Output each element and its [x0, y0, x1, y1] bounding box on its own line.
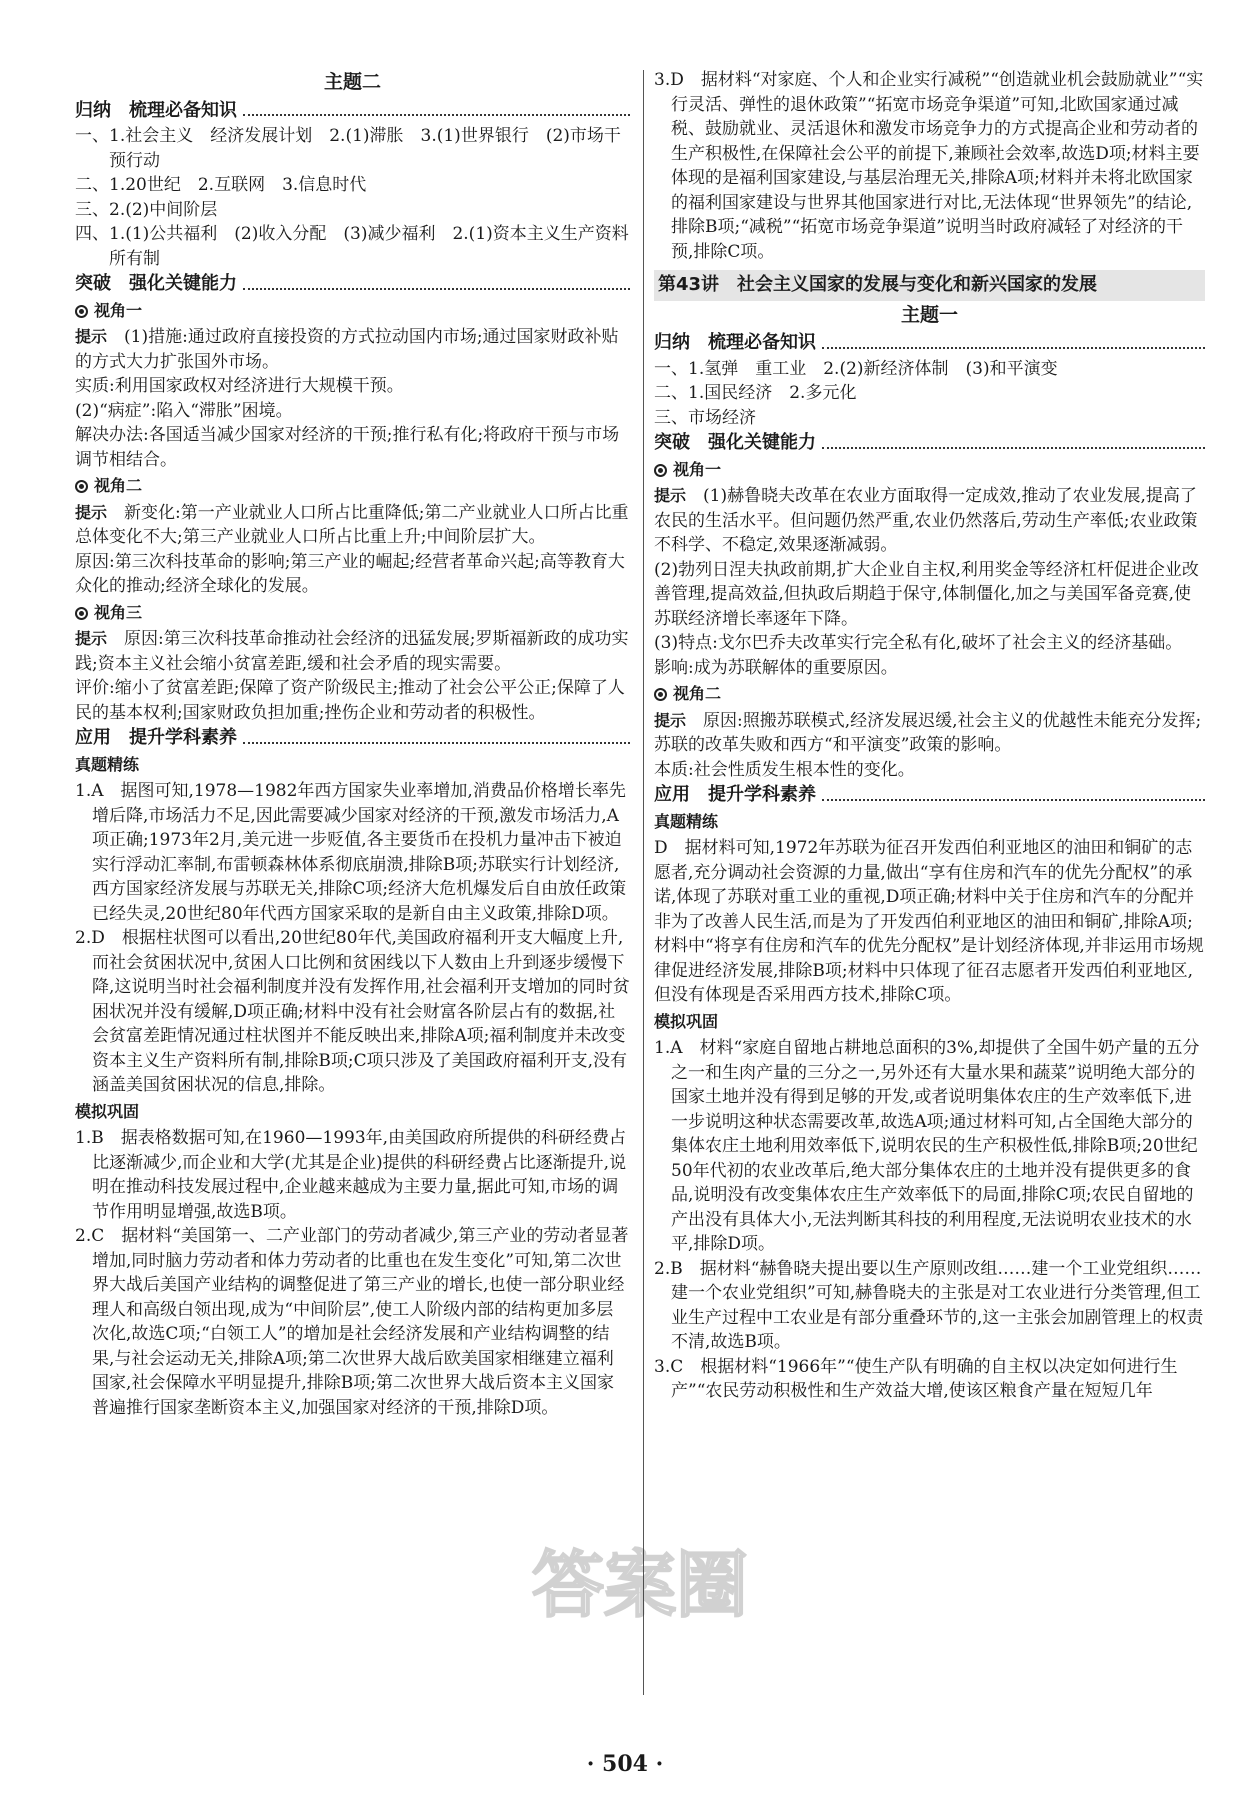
bullet-icon [75, 305, 88, 318]
angle-label: 视角一 [94, 300, 143, 320]
topic-title-2: 主题二 [323, 71, 381, 93]
bullet-icon [654, 688, 667, 701]
hint-paragraph: 解决办法:各国适当减少国家对经济的干预;推行私有化;将政府干预与市场调节相结合。 [75, 425, 620, 470]
dotted-leader [822, 446, 1205, 449]
hint-label: 提示 [75, 629, 108, 648]
angle-1-heading [654, 458, 1205, 483]
hint-paragraph: (3)特点:戈尔巴乔夫改革实行完全私有化,破坏了社会主义的经济基础。 [654, 633, 1183, 653]
hint-paragraph: (2)勃列日涅夫执政前期,扩大企业自主权,利用奖金等经济杠杆促进企业改善管理,提高效益,但执政后期趋于保守,体制僵化,加之与美国军备竞赛,使苏联经济增长率逐年下降。 [654, 559, 1199, 629]
lecture-43-title: 第43讲 社会主义国家的发展与变化和新兴国家的发展 [654, 270, 1205, 301]
column-divider [643, 70, 644, 1695]
knowledge-item: 二、1.20世纪 2.互联网 3.信息时代 [75, 175, 367, 195]
hint-label: 提示 [75, 327, 108, 346]
knowledge-item: 二、1.国民经济 2.多元化 [654, 383, 857, 403]
section-breakthrough [75, 272, 630, 297]
section-summarize [654, 331, 1205, 356]
real-exam-heading: 真题精练 [654, 811, 719, 831]
watermark-text: 答案圈 [531, 1543, 749, 1627]
hint-paragraph: (2)“病症”:陷入“滞胀”困境。 [75, 400, 293, 421]
page-number: · 504 · [586, 1751, 664, 1777]
hint-label: 提示 [654, 710, 687, 730]
hint-paragraph: 提示 原因:照搬苏联模式,经济发展迟缓,社会主义的优越性未能充分发挥;苏联的改革失败和西方“和平演变”政策的影响。 [654, 710, 1202, 755]
angle-label: 视角一 [673, 459, 722, 479]
mock-heading: 模拟巩固 [75, 1101, 140, 1121]
answer-item: 3.C 根据材料“1966年”“使生产队有明确的自主权以决定如何进行生产”“农民劳动积极性和生产效益大增,使该区粮食产量在短短几年 [654, 1356, 1178, 1401]
angle-2-heading [654, 682, 1205, 707]
dotted-leader [822, 798, 1205, 801]
hint-label: 提示 [654, 486, 687, 505]
section-breakthrough [654, 431, 1205, 456]
topic-title-1: 主题一 [900, 303, 958, 326]
hint-paragraph: 本质:社会性质发生根本性的变化。 [654, 759, 915, 780]
angle-label: 视角三 [94, 602, 143, 622]
angle-2-heading [75, 474, 630, 499]
answer-item: 1.B 据表格数据可知,在1960—1993年,由美国政府所提供的科研经费占比逐渐减少,而企业和大学(尤其是企业)提供的科研经费占比逐渐提升,说明在推动科技发展过程中,企业越来越成为主要力量,据此可知,市场的调节作用明显增强,故选B项。 [75, 1128, 627, 1222]
knowledge-item: 四、1.(1)公共福利 (2)收入分配 (3)减少福利 2.(1)资本主义生产资料所有制 [75, 224, 629, 269]
answer-item: 2.D 根据柱状图可以看出,20世纪80年代,美国政府福利开支大幅度上升,而社会贫困状况中,贫困人口比例和贫困线以下人数由上升到逐步缓慢下降,这说明当时社会福利制度并没有发挥作用,社会福利开支增加的同时贫困状况并没有缓解,D项正确;材料中没有社会财富各阶层占有的数据,社会贫富差距情况通过柱状图并不能反映出来,排除A项;福利制度并未改变资本主义生产资料所有制,排除B项;C项只涉及了美国政府福利开支,没有涵盖美国贫困状况的信息,排除。 [75, 928, 630, 1095]
dotted-leader [822, 346, 1205, 349]
real-exam-heading: 真题精练 [75, 754, 140, 774]
knowledge-item: 三、市场经济 [654, 407, 756, 428]
hint-paragraph: 提示 新变化:第一产业就业人口所占比重降低;第二产业就业人口所占比重总体变化不大;第三产业就业人口所占比重上升;中间阶层扩大。 [75, 502, 629, 547]
section-summarize [75, 99, 630, 124]
watermark-logo [430, 1540, 850, 1630]
answer-item: 2.B 据材料“赫鲁晓夫提出要以生产原则改组……建一个工业党组织……建一个农业党组织”可知,赫鲁晓夫的主张是对工农业进行分类管理,但工业生产过程中工农业是有部分重叠环节的,这一主张会加剧管理上的权责不清,故选B项。 [654, 1258, 1204, 1352]
answer-item: 2.C 据材料“美国第一、二产业部门的劳动者减少,第三产业的劳动者显著增加,同时脑力劳动者和体力劳动者的比重也在发生变化”可知,第二次世界大战后美国产业结构的调整促进了第三产业的增长,也使一部分职业经理人和高级白领出现,成为“中间阶层”,使工人阶级内部的结构更加多层次化,故选C项;“白领工人”的增加是社会经济发展和产业结构调整的结果,与社会运动无关,排除A项;第二次世界大战后欧美国家相继建立福利国家,社会保障水平明显提升,排除B项;第二次世界大战后资本主义国家普遍推行国家垄断资本主义,加强国家对经济的干预,排除D项。 [75, 1226, 629, 1418]
angle-label: 视角二 [673, 684, 722, 703]
hint-paragraph: 提示 (1)赫鲁晓夫改革在农业方面取得一定成效,推动了农业发展,提高了农民的生活水平。但问题仍然严重,农业仍然落后,劳动生产率低;农业政策不科学、不稳定,效果逐渐减弱。 [654, 486, 1198, 555]
hint-paragraph: 提示 (1)措施:通过政府直接投资的方式拉动国内市场;通过国家财政补贴的方式大力扩张国外市场。 [75, 327, 619, 372]
section-breakthrough-label: 突破 强化关键能力 [75, 273, 237, 294]
section-apply-label: 应用 提升学科素养 [75, 727, 237, 748]
hint-paragraph: 影响:成为苏联解体的重要原因。 [654, 657, 898, 678]
dotted-leader [243, 741, 630, 744]
mock-heading: 模拟巩固 [654, 1011, 719, 1031]
bullet-icon [75, 607, 88, 620]
section-breakthrough-label: 突破 强化关键能力 [654, 432, 816, 453]
hint-paragraph: 提示 原因:第三次科技革命推动社会经济的迅猛发展;罗斯福新政的成功实践;资本主义社会缩小贫富差距,缓和社会矛盾的现实需要。 [75, 629, 629, 674]
right-column [654, 68, 1205, 1404]
angle-label: 视角二 [94, 476, 143, 495]
section-apply [75, 726, 630, 751]
dotted-leader [243, 113, 630, 116]
section-summarize-label: 归纳 梳理必备知识 [654, 332, 816, 353]
answer-item: 1.A 材料“家庭自留地占耕地总面积的3%,却提供了全国牛奶产量的五分之一和生肉产量的三分之一,另外还有大量水果和蔬菜”说明绝大部分的国家土地并没有得到足够的开发,或者说明集体农庄的生产效率低下,进一步说明这种状态需要改革,故选A项;通过材料可知,占全国绝大部分的集体农庄土地利用效率低下,说明农民的生产积极性低,排除B项;20世纪50年代初的农业改革后,绝大部分集体农庄的土地并没有提供更多的食品,说明没有改变集体农庄生产效率低下的局面,排除C项;农民自留地的产出没有具体大小,无法判断其科技的利用程度,无法说明农业技术的水平,排除D项。 [654, 1038, 1200, 1254]
angle-3-heading [75, 601, 630, 626]
answer-item: 1.A 据图可知,1978—1982年西方国家失业率增加,消费品价格增长率先增后降,市场活力不足,因此需要减少国家对经济的干预,激发市场活力,A项正确;1973年2月,美元进一步贬值,各主要货币在投机力量冲击下被迫实行浮动汇率制,布雷顿森林体系彻底崩溃,排除B项;苏联实行计划经济,西方国家经济发展与苏联无关,排除C项;经济大危机爆发后自由放任政策已经失灵,20世纪80年代西方国家采取的是新自由主义政策,排除D项。 [75, 781, 627, 924]
answer-item: D 据材料可知,1972年苏联为征召开发西伯利亚地区的油田和铜矿的志愿者,充分调动社会资源的力量,做出“享有住房和汽车的优先分配权”的承诺,体现了苏联对重工业的重视,D项正确;材料中关于住房和汽车的分配并非为了改善人民生活,而是为了开发西伯利亚地区的油田和铜矿,排除A项;材料中“将享有住房和汽车的优先分配权”是计划经济体现,并非运用市场规律促进经济发展,排除B项;材料中只体现了征召志愿者开发西伯利亚地区,但没有体现是否采用西方技术,排除C项。 [654, 838, 1204, 1005]
answer-item: 3.D 据材料“对家庭、个人和企业实行减税”“创造就业机会鼓励就业”“实行灵活、弹性的退休政策”“拓宽市场竞争渠道”可知,北欧国家通过减税、鼓励就业、灵活退休和激发市场竞争力的方式提高企业和劳动者的生产积极性,在保障社会公平的前提下,兼顾社会效率,故选D项;材料主要体现的是福利国家建设,与基层治理无关,排除A项;材料并未将北欧国家的福利国家建设与世界其他国家进行对比,无法体现“世界领先”的结论,排除B项;“减税”“拓宽市场竞争渠道”说明当时政府减轻了对经济的干预,排除C项。 [654, 70, 1204, 262]
knowledge-item: 三、2.(2)中间阶层 [75, 199, 218, 220]
angle-1-heading [75, 299, 630, 324]
dotted-leader [243, 287, 630, 290]
section-summarize-label: 归纳 梳理必备知识 [75, 99, 237, 121]
bullet-icon [75, 480, 88, 493]
hint-paragraph: 实质:利用国家政权对经济进行大规模干预。 [75, 376, 404, 396]
left-column [75, 68, 630, 1420]
section-apply [654, 783, 1205, 808]
knowledge-item: 一、1.社会主义 经济发展计划 2.(1)滞胀 3.(1)世界银行 (2)市场干预行动 [75, 126, 621, 171]
hint-paragraph: 评价:缩小了贫富差距;保障了资产阶级民主;推动了社会公平公正;保障了人民的基本权利;国家财政负担加重;挫伤企业和劳动者的积极性。 [75, 678, 625, 723]
section-apply-label: 应用 提升学科素养 [654, 784, 816, 805]
hint-label: 提示 [75, 502, 108, 522]
hint-paragraph: 原因:第三次科技革命的影响;第三产业的崛起;经营者革命兴起;高等教育大众化的推动;经济全球化的发展。 [75, 551, 625, 596]
knowledge-item: 一、1.氢弹 重工业 2.(2)新经济体制 (3)和平演变 [654, 358, 1058, 379]
bullet-icon [654, 464, 667, 477]
